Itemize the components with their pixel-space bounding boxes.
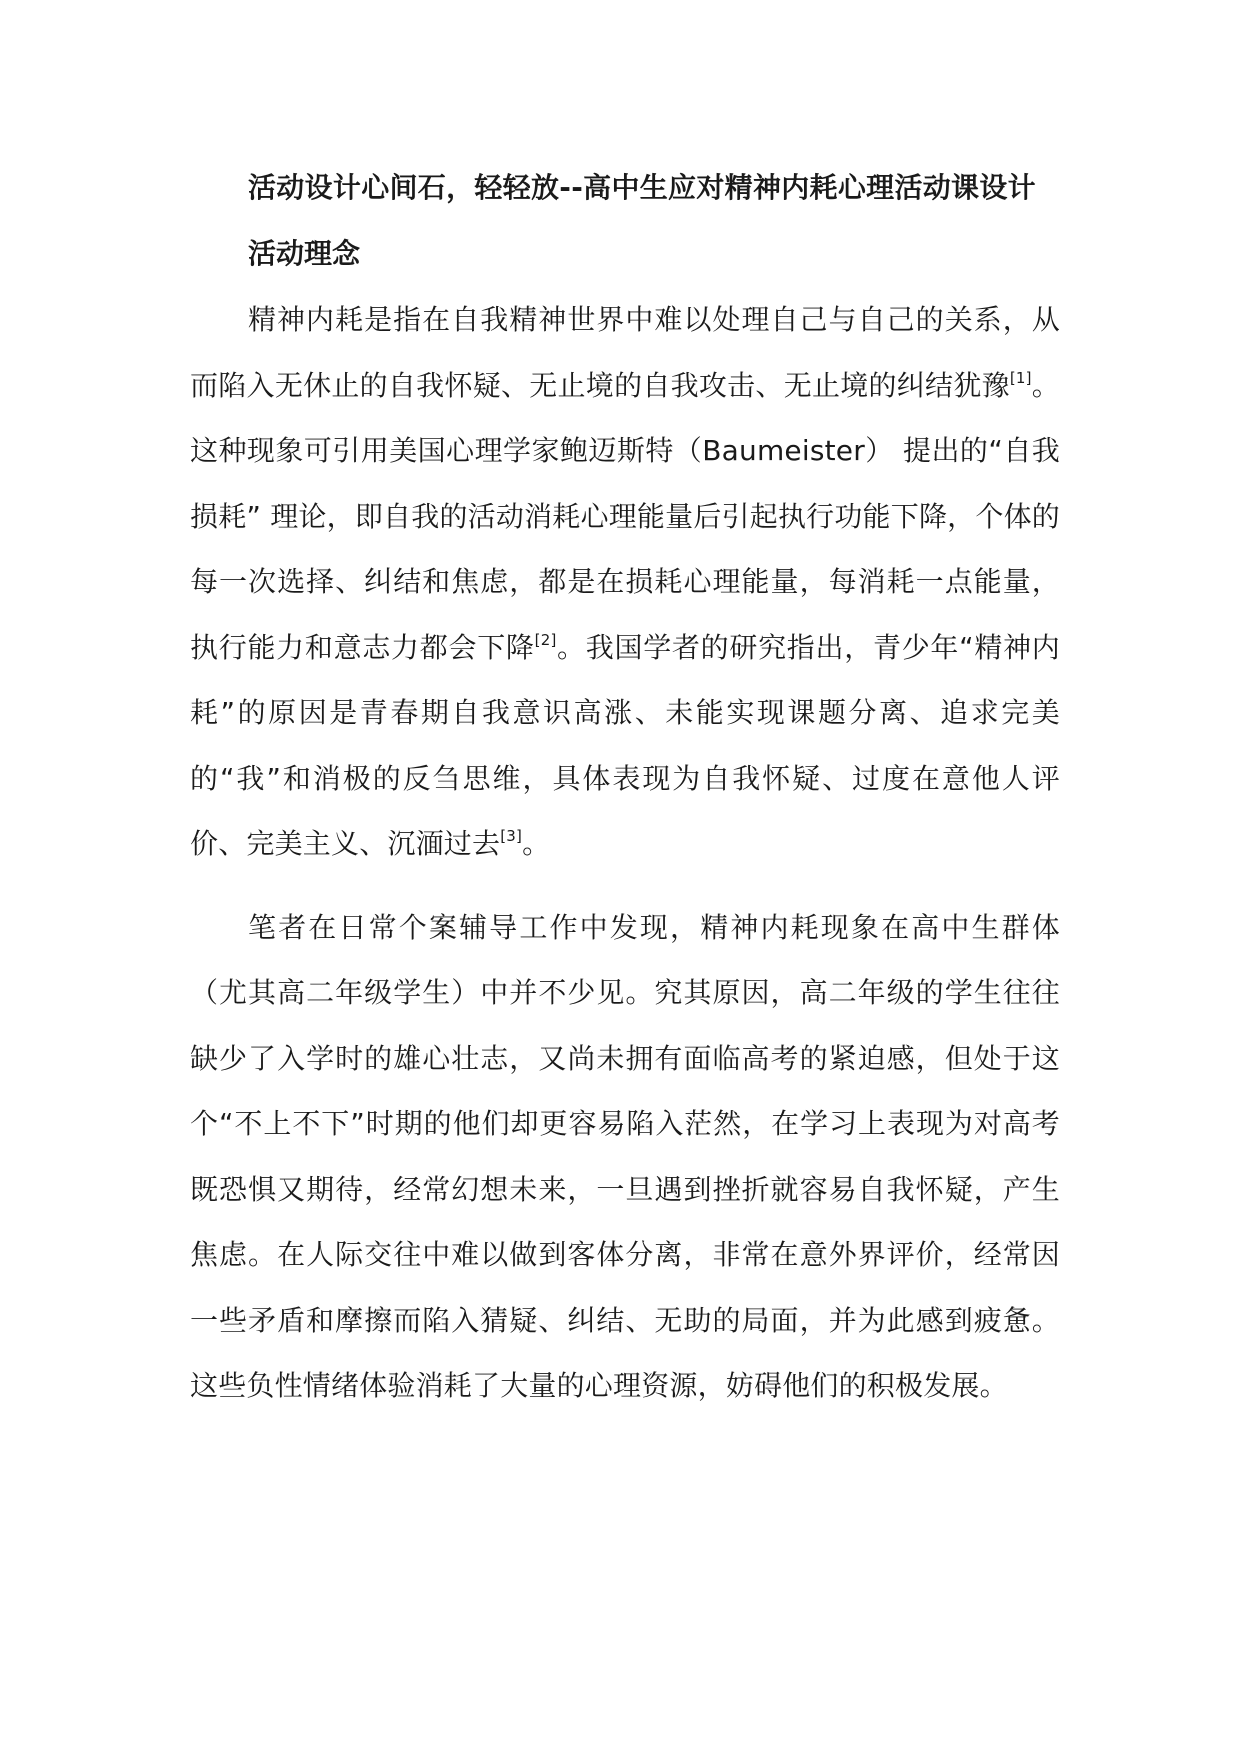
citation-ref: [2]	[534, 630, 557, 649]
citation-ref: [1]	[1009, 368, 1032, 387]
paragraph-concept	[190, 287, 1060, 877]
paragraph-text: 。这种现象可引用美国心理学家鲍迈斯特（Baumeister） 提出的“自我损耗” 理论，即自我的活动消耗心理能量后引起执行功能下降，个体的每一次选择、纠结和焦虑，都是在损耗心理能量，每消耗一点能量，执行能力和意志力都会下降	[190, 368, 1060, 664]
document-title: 活动设计心间石，轻轻放--高中生应对精神内耗心理活动课设计	[248, 171, 1036, 204]
document-body	[190, 155, 1060, 1419]
citation-ref: [3]	[500, 827, 523, 845]
paragraph-observation: 笔者在日常个案辅导工作中发现，精神内耗现象在高中生群体（尤其高二年级学生）中并不少见。究其原因，高二年级的学生往往缺少了入学时的雄心壮志，又尚未拥有面临高考的紧迫感，但处于这个“不上不下”时期的他们却更容易陷入茫然，在学习上表现为对高考既恐惧又期待，经常幻想未来，一旦遇到挫折就容易自我怀疑，产生焦虑。在人际交往中难以做到客体分离，非常在意外界评价，经常因一些矛盾和摩擦而陷入猜疑、纠结、无助的局面，并为此感到疲惫。这些负性情绪体验消耗了大量的心理资源，妨碍他们的积极发展。	[190, 910, 1060, 1402]
section-heading: 活动理念	[248, 237, 361, 270]
paragraph-text: 。	[522, 827, 551, 860]
paragraph-text: 精神内耗是指在自我精神世界中难以处理自己与自己的关系，从而陷入无休止的自我怀疑、无止境的自我攻击、无止境的纠结犹豫	[190, 303, 1060, 402]
paragraph-text: 。我国学者的研究指出，青少年“精神内耗”的原因是青春期自我意识高涨、未能实现课题分离、追求完美的“我”和消极的反刍思维，具体表现为自我怀疑、过度在意他人评价、完美主义、沉湎过去	[190, 630, 1060, 860]
